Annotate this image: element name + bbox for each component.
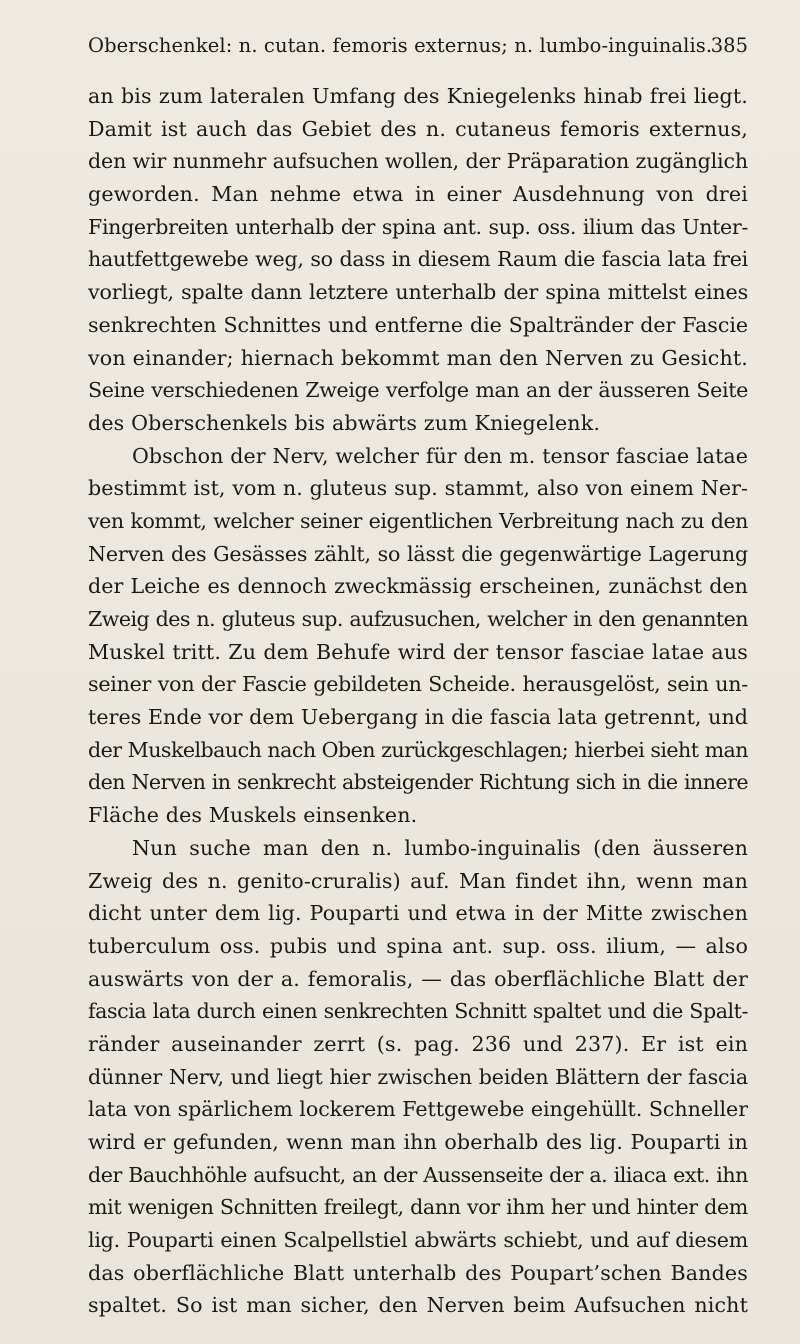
text-line: dünner Nerv, und liegt hier zwischen beiden Blättern der fascia [88, 1064, 748, 1089]
text-line: lata von spärlichem lockerem Fettgewebe eingehüllt. Schneller [88, 1097, 748, 1122]
text-line: Damit ist auch das Gebiet des n. cutaneus femoris externus, [88, 116, 748, 141]
text-line: ränder auseinander zerrt (s. pag. 236 und 237). Er ist ein [88, 1031, 748, 1056]
paragraph-first-line: Nun suche man den n. lumbo-inguinalis (den äusseren [132, 835, 748, 860]
text-line: hautfettgewebe weg, so dass in diesem Raum die fascia lata frei [88, 247, 748, 272]
text-line: den wir nunmehr aufsuchen wollen, der Präparation zugänglich [88, 149, 748, 174]
text-line: der Muskelbauch nach Oben zurückgeschlagen; hierbei sieht man [88, 737, 748, 762]
text-line: auswärts von der a. femoralis, — das oberflächliche Blatt der [88, 966, 748, 991]
text-line: der Leiche es dennoch zweckmässig erscheinen, zunächst den [88, 574, 748, 599]
text-line: von einander; hiernach bekommt man den Nerven zu Gesicht. [88, 345, 748, 370]
text-line: an bis zum lateralen Umfang des Kniegelenks hinab frei liegt. [88, 84, 748, 108]
text-line: tuberculum oss. pubis und spina ant. sup. oss. ilium, — also [88, 933, 748, 958]
text-line: Fingerbreiten unterhalb der spina ant. sup. oss. ilium das Unter- [88, 214, 748, 239]
text-line: geworden. Man nehme etwa in einer Ausdehnung von drei [88, 182, 748, 207]
text-line: seiner von der Fascie gebildeten Scheide. herausgelöst, sein un- [88, 672, 748, 697]
text-line: ven kommt, welcher seiner eigentlichen Verbreitung nach zu den [88, 508, 748, 533]
text-line: dicht unter dem lig. Pouparti und etwa in der Mitte zwischen [88, 901, 748, 926]
paragraph-first-line: Obschon der Nerv, welcher für den m. tensor fasciae latae [132, 443, 748, 468]
running-head [88, 32, 748, 60]
text-line: Zweig des n. gluteus sup. aufzusuchen, welcher in den genannten [88, 607, 748, 631]
text-line: des Oberschenkels bis abwärts zum Kniegelenk. [88, 410, 601, 435]
body-text [88, 80, 748, 1322]
text-line: der Bauchhöhle aufsucht, an der Aussenseite der a. iliaca ext. ihn [88, 1162, 748, 1187]
text-line: den Nerven in senkrecht absteigender Richtung sich in die innere [88, 770, 748, 795]
text-line: lig. Pouparti einen Scalpellstiel abwärts schiebt, und auf diesem [88, 1228, 748, 1253]
text-line: Zweig des n. genito-cruralis) auf. Man findet ihn, wenn man [88, 868, 748, 893]
text-line: bestimmt ist, vom n. gluteus sup. stammt, also von einem Ner- [88, 476, 748, 501]
text-line: spaltet. So ist man sicher, den Nerven beim Aufsuchen nicht [88, 1293, 748, 1318]
text-line: Seine verschiedenen Zweige verfolge man an der äusseren Seite [88, 378, 748, 403]
text-line: senkrechten Schnittes und entferne die Spaltränder der Fascie [88, 312, 748, 337]
text-line: Fläche des Muskels einsenken. [88, 803, 418, 828]
text-line: fascia lata durch einen senkrechten Schnitt spaltet und die Spalt- [88, 999, 748, 1024]
text-line: Muskel tritt. Zu dem Behufe wird der tensor fasciae latae aus [88, 639, 748, 664]
page-number: 385 [710, 34, 748, 57]
text-line: das oberflächliche Blatt unterhalb des Poupart’schen Bandes [88, 1260, 748, 1285]
running-head-title: Oberschenkel: n. cutan. femoris externus; n. lumbo-inguinalis. [88, 34, 713, 57]
text-line: wird er gefunden, wenn man ihn oberhalb des lig. Pouparti in [88, 1130, 748, 1154]
text-line: Nerven des Gesässes zählt, so lässt die gegenwärtige Lagerung [88, 541, 748, 566]
text-line: mit wenigen Schnitten freilegt, dann vor ihm her und hinter dem [88, 1195, 748, 1220]
text-line: vorliegt, spalte dann letztere unterhalb der spina mittelst eines [88, 280, 748, 305]
text-line: teres Ende vor dem Uebergang in die fascia lata getrennt, und [88, 705, 748, 730]
